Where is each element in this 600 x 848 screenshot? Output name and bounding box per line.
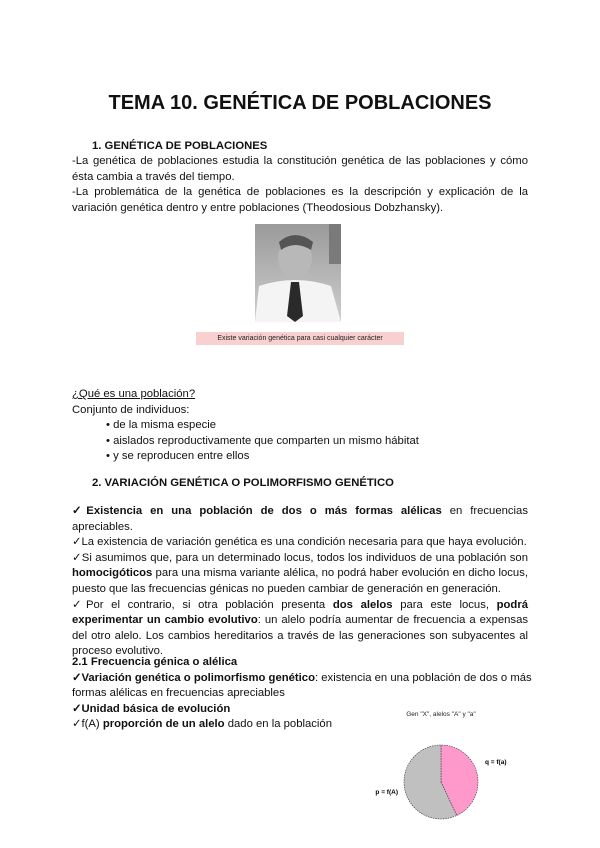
paragraph: ✓Si asumimos que, para un determinado locus, todos los individuos de una población son homocigóticos para una misma variante alélica, no podrá haber evolución en dicho locus, puesto que las frecuencias génicas no pueden cambiar de generación en generación. xyxy=(72,551,528,595)
paragraph: ✓La existencia de variación genética es una condición necesaria para que haya evolución. xyxy=(72,536,527,549)
list-item: • de la misma especie xyxy=(106,418,528,434)
page-title: TEMA 10. GENÉTICA DE POBLACIONES xyxy=(108,92,492,114)
population-intro: Conjunto de individuos: xyxy=(72,403,190,416)
dobzhansky-photo xyxy=(255,224,341,322)
slice-label: q = f(a) xyxy=(485,759,507,766)
population-block xyxy=(72,387,528,465)
chart-title: Gen "X", alelos "A" y "a" xyxy=(406,711,476,718)
paragraph: ✓Existencia en una población de dos o más formas alélicas en frecuencias apreciables. xyxy=(72,505,528,533)
paragraph: ✓f(A) proporción de un alelo dado en la población xyxy=(72,718,332,731)
paragraph: ✓Por el contrario, si otra población presenta dos alelos para este locus, podrá experimentar un cambio evolutivo: un alelo podría aumentar de frecuencia a expensas del otro alelo. Los cambios hereditarios a través de las generaciones son subyacentes al proceso evolutivo. xyxy=(72,598,529,658)
section-2-1-heading: 2.1 Frecuencia génica o alélica xyxy=(72,656,238,668)
section-1-heading: 1. GENÉTICA DE POBLACIONES xyxy=(92,140,268,152)
paragraph: -La problemática de la genética de poblaciones es la descripción y explicación de la variación genética dentro y entre poblaciones (Theodosious Dobzhansky). xyxy=(72,186,528,214)
section-2-heading: 2. VARIACIÓN GENÉTICA O POLIMORFISMO GENÉTICO xyxy=(92,477,394,489)
population-list xyxy=(72,418,528,465)
list-item: • aislados reproductivamente que comparten un mismo hábitat xyxy=(106,434,528,450)
photo-caption: Existe variación genética para casi cualquier carácter xyxy=(196,332,404,345)
question-heading xyxy=(72,387,528,403)
question-title: ¿Qué es una población? xyxy=(72,388,196,400)
slice-label: p = f(A) xyxy=(375,789,398,796)
section-1-body xyxy=(72,154,528,216)
paragraph: -La genética de poblaciones estudia la constitución genética de las poblaciones y cómo ésta cambia a través del tiempo. xyxy=(72,155,528,183)
paragraph: ✓Variación genética o polimorfismo genético: existencia en una población de dos o más formas alélicas en frecuencias apreciables xyxy=(72,671,532,700)
paragraph: ✓Unidad básica de evolución xyxy=(72,702,231,715)
list-item: • y se reproducen entre ellos xyxy=(106,449,528,465)
allele-pie-chart xyxy=(340,704,540,824)
section-2-body xyxy=(72,504,528,660)
